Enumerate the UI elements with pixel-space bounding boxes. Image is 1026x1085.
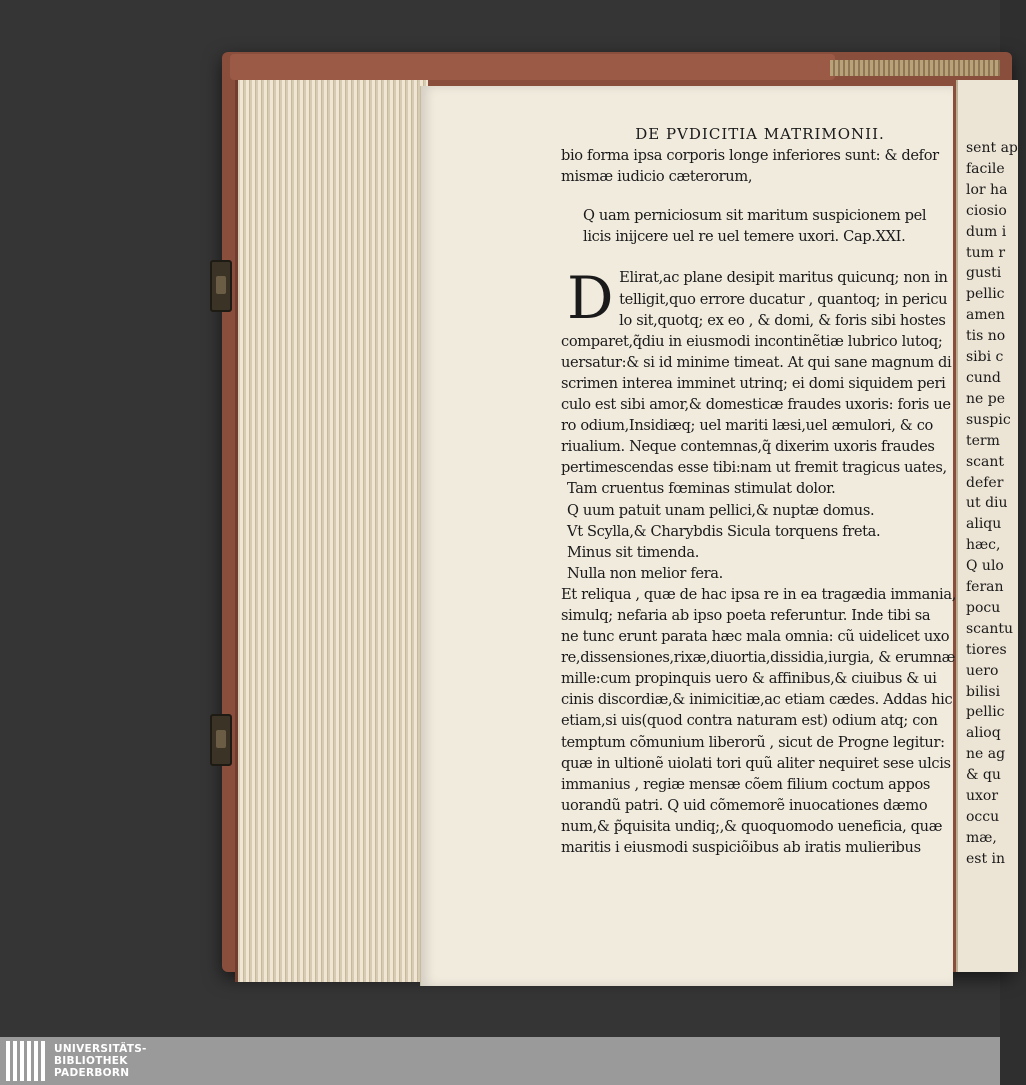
library-name-line: PADERBORN bbox=[54, 1067, 130, 1079]
right-page-line: scantu bbox=[966, 620, 1014, 637]
right-page-line: occu bbox=[966, 809, 1000, 825]
library-footer-bar bbox=[0, 1037, 1000, 1085]
right-page-line: tiores bbox=[966, 641, 1007, 658]
text-line: ne tunc erunt parata hæc mala omnia: cũ uidelicet uxo bbox=[561, 628, 950, 646]
verse-line: Vt Scylla,& Charybdis Sicula torquens freta. bbox=[567, 522, 881, 540]
library-name-line: UNIVERSITÄTS- bbox=[54, 1043, 147, 1055]
text-line: immanius , regiæ mensæ cõem filium coctum appos bbox=[561, 775, 931, 793]
right-page-line: hæc, bbox=[966, 537, 1001, 554]
right-page-line: pellic bbox=[966, 286, 1005, 303]
right-page-line: Q ulo bbox=[966, 558, 1004, 575]
text-line: telligit,quo errore ducatur , quantoq; in pericu bbox=[619, 290, 948, 308]
book-cover-top-edge bbox=[230, 54, 835, 80]
text-line: cinis discordiæ,& inimicitiæ,ac etiam cædes. Addas hic bbox=[561, 691, 953, 709]
text-line: re,dissensiones,rixæ,diuortia,dissidia,iurgia, & erumnæ bbox=[561, 649, 956, 667]
right-page-line: tis no bbox=[966, 328, 1006, 345]
page-text-block bbox=[561, 124, 957, 858]
right-page-line: scant bbox=[966, 453, 1005, 470]
right-page-line: & qu bbox=[966, 767, 1001, 784]
right-page-text bbox=[966, 138, 1026, 870]
chapter-body bbox=[561, 264, 957, 858]
right-page-line: bilisi bbox=[966, 683, 1001, 700]
verse-line: Tam cruentus fœminas stimulat dolor. bbox=[567, 480, 836, 498]
verse-line: Minus sit timenda. bbox=[567, 543, 699, 561]
text-line: pertimescendas esse tibi:nam ut fremit tragicus uates, bbox=[561, 459, 947, 477]
page-block-edges bbox=[235, 80, 428, 982]
chapter-heading bbox=[561, 205, 949, 247]
right-page-line: tum r bbox=[966, 244, 1006, 261]
right-page-line: defer bbox=[966, 474, 1004, 491]
heading-line: Q uam perniciosum sit maritum suspicionem pel bbox=[583, 207, 927, 225]
right-page-line: lor ha bbox=[966, 181, 1008, 198]
library-name-line: BIBLIOTHEK bbox=[54, 1055, 128, 1067]
right-page-line: ne ag bbox=[966, 746, 1006, 763]
right-page-line: uero bbox=[966, 662, 999, 679]
text-line: lo sit,quotq; ex eo , & domi, & foris sibi hostes bbox=[619, 311, 946, 329]
right-page-line: pocu bbox=[966, 599, 1001, 616]
right-page-partial bbox=[956, 80, 1018, 972]
right-page-line: amen bbox=[966, 307, 1005, 324]
right-page-line: alioq bbox=[966, 725, 1001, 742]
right-page-line: mæ, bbox=[966, 829, 997, 846]
right-page-line: uxor bbox=[966, 788, 999, 805]
right-page-line: sent ap bbox=[966, 140, 1018, 156]
right-page-line: ciosio bbox=[966, 202, 1007, 219]
drop-cap-initial: D bbox=[567, 264, 614, 333]
text-line: etiam,si uis(quod contra naturam est) odium atq; con bbox=[561, 712, 938, 730]
text-line: Et reliqua , quæ de hac ipsa re in ea tragædia immania, bbox=[561, 585, 957, 603]
text-line: scrimen interea imminet utrinq; ei domi siquidem peri bbox=[561, 374, 946, 392]
text-line: quæ in ultionẽ uiolati tori quũ aliter nequiret sese ulcis bbox=[561, 754, 951, 772]
spacer bbox=[561, 187, 949, 205]
text-line: num,& p̃quisita undiq;,& quoquomodo ueneficia, quæ bbox=[561, 817, 943, 835]
text-line: mille:cum propinquis uero & affinibus,& ciuibus & ui bbox=[561, 670, 937, 688]
text-line: mismæ iudicio cæterorum, bbox=[561, 168, 753, 186]
heading-line: licis inijcere uel re uel temere uxori. Cap.XXI. bbox=[583, 228, 906, 246]
text-line: bio forma ipsa corporis longe inferiores sunt: & defor bbox=[561, 147, 939, 165]
clasp-lower-icon bbox=[210, 714, 232, 766]
right-page-line: dum i bbox=[966, 223, 1007, 240]
right-page-line: term bbox=[966, 432, 1000, 449]
text-line: Elirat,ac plane desipit maritus quicunq; non in bbox=[619, 269, 948, 287]
right-page-line: est in bbox=[966, 850, 1006, 867]
running-head: DE PVDICITIA MATRIMONII. bbox=[635, 125, 885, 143]
clasp-upper-icon bbox=[210, 260, 232, 312]
text-line: riualium. Neque contemnas,q̃ dixerim uxoris fraudes bbox=[561, 438, 935, 456]
text-line: temptum cõmunium liberorũ , sicut de Progne legitur: bbox=[561, 733, 945, 751]
library-name bbox=[54, 1043, 147, 1079]
text-line: maritis i eiusmodi suspiciõibus ab iratis mulieribus bbox=[561, 839, 921, 856]
right-page-line: cund bbox=[966, 369, 1001, 386]
right-page-line: feran bbox=[966, 579, 1004, 596]
right-page-line: facile bbox=[966, 160, 1005, 177]
left-page bbox=[420, 86, 957, 986]
text-line: uersatur:& si id minime timeat. At qui sane magnum di bbox=[561, 353, 952, 371]
right-page-line: gusti bbox=[966, 265, 1002, 282]
intro-paragraph bbox=[561, 145, 949, 187]
text-line: comparet,q̃diu in eiusmodi incontinẽtiæ lubrico lutoq; bbox=[561, 332, 943, 350]
text-line: ro odium,Insidiæq; uel mariti læsi,uel æmulori, & co bbox=[561, 417, 933, 435]
right-page-line: ne pe bbox=[966, 390, 1005, 407]
right-page-line: sibi c bbox=[966, 349, 1004, 366]
verse-line: Q uum patuit unam pellici,& nuptæ domus. bbox=[567, 501, 875, 519]
right-page-line: suspic bbox=[966, 411, 1011, 428]
book-headband bbox=[830, 60, 1000, 76]
right-page-line: ut diu bbox=[966, 495, 1008, 512]
verse-line: Nulla non melior fera. bbox=[567, 564, 723, 582]
text-line: simulq; nefaria ab ipso poeta referuntur. Inde tibi sa bbox=[561, 606, 931, 624]
right-page-line: aliqu bbox=[966, 516, 1002, 533]
library-logo-icon bbox=[6, 1041, 48, 1081]
right-page-line: pellic bbox=[966, 704, 1005, 721]
text-line: uorandũ patri. Q uid cõmemorẽ inuocationes dæmo bbox=[561, 796, 928, 814]
text-line: culo est sibi amor,& domesticæ fraudes uxoris: foris ue bbox=[561, 396, 951, 414]
